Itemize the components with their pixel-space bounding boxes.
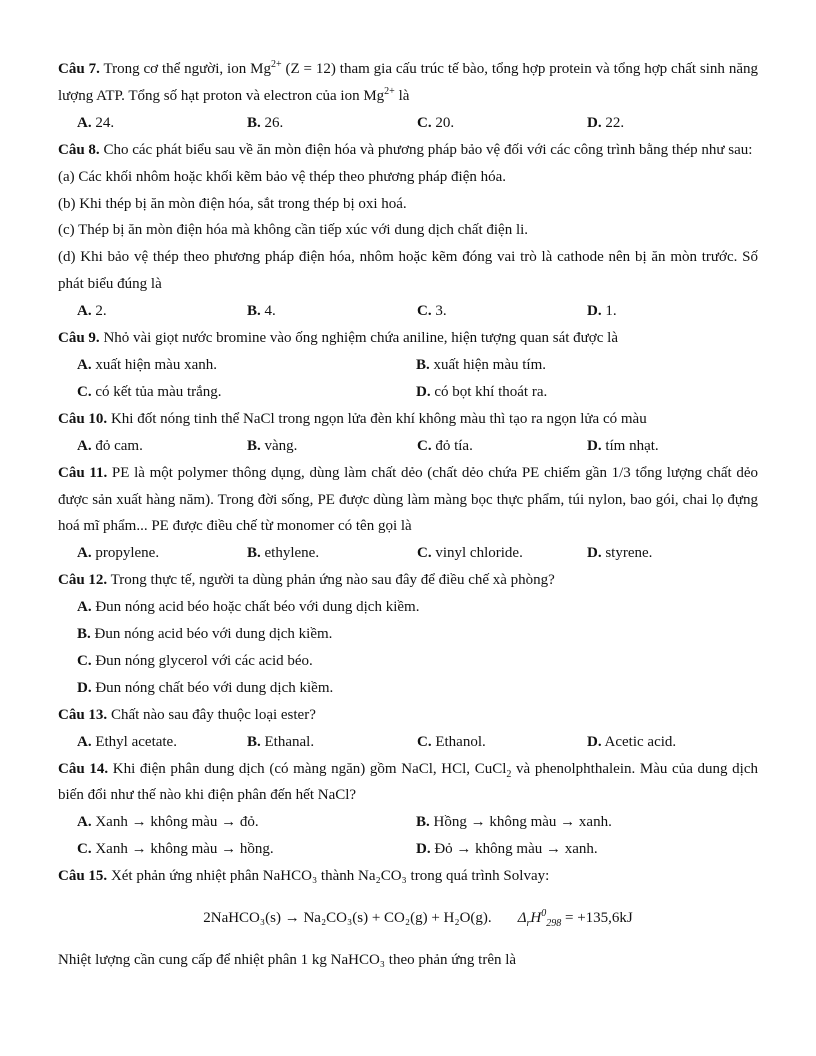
enthalpy-symbol: H [530,910,542,927]
option-letter: A. [77,814,92,831]
option-text: 2. [91,303,107,320]
option-text: Đun nóng chất béo với dung dịch kiềm. [91,679,334,696]
question-13-option-a[interactable] [77,729,247,756]
option-letter: A. [77,545,92,562]
option-text: 22. [601,114,625,131]
question-15-final: Nhiệt lượng cần cung cấp để nhiệt phân 1 kg NaHCO₃ theo phản ứng trên là [58,952,517,968]
option-letter: C. [417,303,432,320]
option-text: Ethyl acetate. [91,733,177,750]
question-10-label: Câu 10. [58,410,108,427]
question-11 [58,460,758,541]
option-letter: B. [416,814,430,831]
question-10-option-b[interactable] [247,433,417,460]
option-letter: D. [587,545,602,562]
option-text: 24. [91,114,115,131]
question-8-statement-b: (b) Khi thép bị ăn mòn điện hóa, sắt trong thép bị oxi hoá. [58,195,407,212]
question-7-option-d[interactable] [587,110,757,137]
question-9-option-c[interactable] [77,379,416,406]
question-8-options [58,298,758,325]
option-text: xuất hiện màu tím. [429,356,546,373]
option-letter: A. [77,114,92,131]
option-letter: A. [77,356,92,373]
option-letter: B. [247,437,261,454]
option-letter: B. [77,626,91,643]
question-7-text-3: là [394,87,410,104]
question-10-text: Khi đốt nóng tinh thể NaCl trong ngọn lửa đèn khí không màu thì tạo ra ngọn lửa có màu [107,410,647,427]
question-8-option-d[interactable] [587,298,757,325]
question-11-label: Câu 11. [58,464,108,481]
question-9-options [58,352,758,406]
option-letter: D. [416,383,431,400]
option-letter: B. [247,114,261,131]
question-15-text: Xét phản ứng nhiệt phân NaHCO₃ thành Na₂CO₃ trong quá trình Solvay: [107,868,550,885]
question-11-text: PE là một polymer thông dụng, dùng làm chất dẻo (chất dẻo chứa PE chiếm gần 1/3 tổng lượng chất dẻo được sản xuất hàng năm). Trong đời sống, PE được dùng làm màng bọc thực phẩm, túi nylon, bao gói, chai lọ đựng hoá mĩ phẩm... PE được điều chế từ monomer có tên gọi là [58,464,758,535]
reaction-equation [58,905,758,932]
exam-page [58,56,758,974]
question-9 [58,325,758,352]
enthalpy-subscript: 298 [546,918,562,930]
question-13-options [58,729,758,756]
option-text: 1. [601,303,617,320]
option-text: Xanh → không màu → hồng. [91,841,274,858]
option-text: Hồng → không màu → xanh. [429,814,612,831]
question-13-option-c[interactable] [417,729,587,756]
option-text: có bọt khí thoát ra. [430,383,548,400]
question-11-option-a[interactable] [77,540,247,567]
question-14-text-1: Khi điện phân dung dịch (có màng ngăn) gồm NaCl, HCl, CuCl [108,760,507,777]
option-letter: D. [587,733,602,750]
question-10-option-a[interactable] [77,433,247,460]
option-text: Ethanal. [260,733,315,750]
question-8-statement-a: (a) Các khối nhôm hoặc khối kẽm bảo vệ thép theo phương pháp điện hóa. [58,168,507,185]
option-text: Đun nóng glycerol với các acid béo. [91,652,313,669]
question-14-option-c[interactable] [77,836,416,863]
question-12-options [58,594,758,702]
question-8-option-b[interactable] [247,298,417,325]
question-10-option-c[interactable] [417,433,587,460]
question-7-label: Câu 7. [58,61,100,77]
enthalpy-superscript: 0 [541,908,547,920]
option-text: Đun nóng acid béo với dung dịch kiềm. [90,626,333,643]
option-text: đỏ cam. [91,437,143,454]
question-7-text-1: Trong cơ thể người, ion Mg [99,61,271,77]
option-letter: B. [247,733,261,750]
question-7-option-c[interactable] [417,110,587,137]
option-letter: C. [77,841,92,858]
question-9-option-d[interactable] [416,379,755,406]
option-letter: C. [417,114,432,131]
question-7-superscript-1: 2+ [270,59,282,70]
option-text: Xanh → không màu → đỏ. [91,814,259,831]
option-letter: C. [77,383,92,400]
option-letter: A. [77,599,92,616]
option-text: tím nhạt. [601,437,659,454]
equation-text: 2NaHCO₃(s) → Na₂CO₃(s) + CO₂(g) + H₂O(g). [203,910,492,927]
option-letter: D. [587,303,602,320]
question-12-text: Trong thực tế, người ta dùng phản ứng nào sau đây để điều chế xà phòng? [107,572,555,589]
question-14-option-b[interactable] [416,809,755,836]
option-text: 26. [260,114,284,131]
question-9-option-a[interactable] [77,352,416,379]
question-14 [58,756,758,810]
question-9-text: Nhỏ vài giọt nước bromine vào ống nghiệm chứa aniline, hiện tượng quan sát được là [99,330,618,347]
question-12-label: Câu 12. [58,572,108,589]
option-text: có kết tủa màu trắng. [91,383,222,400]
question-9-label: Câu 9. [58,330,100,347]
question-7 [58,56,758,110]
question-10-option-d[interactable] [587,433,757,460]
question-7-text-2: (Z = 12) tham gia cấu trúc tế bào, tổng hợp protein và tổng hợp chất sinh năng lượng ATP. Tổng số hạt proton và electron của ion Mg [58,61,758,104]
question-8-option-c[interactable] [417,298,587,325]
option-text: ethylene. [260,545,320,562]
question-13-option-d[interactable] [587,729,757,756]
question-8 [58,137,758,164]
question-8-statement-c: (c) Thép bị ăn mòn điện hóa mà không cần tiếp xúc với dung dịch chất điện li. [58,222,529,239]
option-text: vinyl chloride. [431,545,523,562]
option-letter: D. [416,841,431,858]
option-letter: A. [77,303,92,320]
question-10-options [58,433,758,460]
enthalpy-term [517,908,562,930]
enthalpy-value: = +135,6kJ [561,910,633,927]
question-14-option-d[interactable] [416,836,755,863]
question-14-subscript: 2 [506,768,512,780]
question-14-label: Câu 14. [58,760,109,777]
option-text: 20. [431,114,455,131]
option-text: Ethanol. [431,733,486,750]
option-text: 4. [260,303,276,320]
option-letter: B. [416,356,430,373]
question-12-option-c[interactable] [77,648,758,675]
option-letter: C. [417,545,432,562]
option-text: Đun nóng acid béo hoặc chất béo với dung dịch kiềm. [91,599,420,616]
question-7-option-a[interactable] [77,110,247,137]
option-text: vàng. [260,437,298,454]
question-14-text-2: và phenolphthalein. Màu của dung dịch biến đổi như thế nào khi điện phân đến hết NaCl? [58,760,758,804]
question-8-statement-d: (d) Khi bảo vệ thép theo phương pháp điện hóa, nhôm hoặc kẽm đóng vai trò là cathode nên bị ăn mòn trước. Số phát biểu đúng là [58,249,758,293]
option-letter: A. [77,733,92,750]
option-text: propylene. [91,545,160,562]
option-text: styrene. [601,545,653,562]
option-text: 3. [431,303,447,320]
question-13 [58,702,758,729]
option-letter: D. [587,437,602,454]
option-letter: A. [77,437,92,454]
question-8-option-a[interactable] [77,298,247,325]
option-text: Acetic acid. [601,733,677,750]
question-11-option-b[interactable] [247,540,417,567]
option-letter: C. [417,733,432,750]
question-9-option-b[interactable] [416,352,755,379]
question-7-options [58,110,758,137]
question-11-option-c[interactable] [417,540,587,567]
option-letter: B. [247,303,261,320]
question-11-options [58,540,758,567]
question-7-superscript-2: 2+ [384,85,395,97]
question-12-option-d[interactable] [77,675,758,702]
question-13-text: Chất nào sau đây thuộc loại ester? [107,706,316,723]
question-14-option-a[interactable] [77,809,416,836]
option-letter: D. [587,114,602,131]
question-15-label: Câu 15. [58,868,108,885]
question-8-text: Cho các phát biểu sau về ăn mòn điện hóa và phương pháp bảo vệ đối với các công trình bằng thép như sau: [99,141,753,158]
question-13-label: Câu 13. [58,706,108,723]
option-letter: C. [77,652,92,669]
question-12 [58,567,758,594]
question-8-label: Câu 8. [58,141,100,158]
delta-symbol: Δ [517,910,527,927]
question-10 [58,406,758,433]
option-letter: C. [417,437,432,454]
option-text: xuất hiện màu xanh. [91,356,217,373]
option-text: Đỏ → không màu → xanh. [430,841,598,858]
option-letter: D. [77,679,92,696]
question-14-options [58,809,758,863]
option-text: đỏ tía. [431,437,473,454]
delta-subscript: r [526,918,531,930]
option-letter: B. [247,545,261,562]
question-15 [58,863,758,890]
question-12-option-a[interactable] [77,594,758,621]
question-12-option-b[interactable] [77,621,758,648]
question-11-option-d[interactable] [587,540,757,567]
question-7-option-b[interactable] [247,110,417,137]
question-13-option-b[interactable] [247,729,417,756]
